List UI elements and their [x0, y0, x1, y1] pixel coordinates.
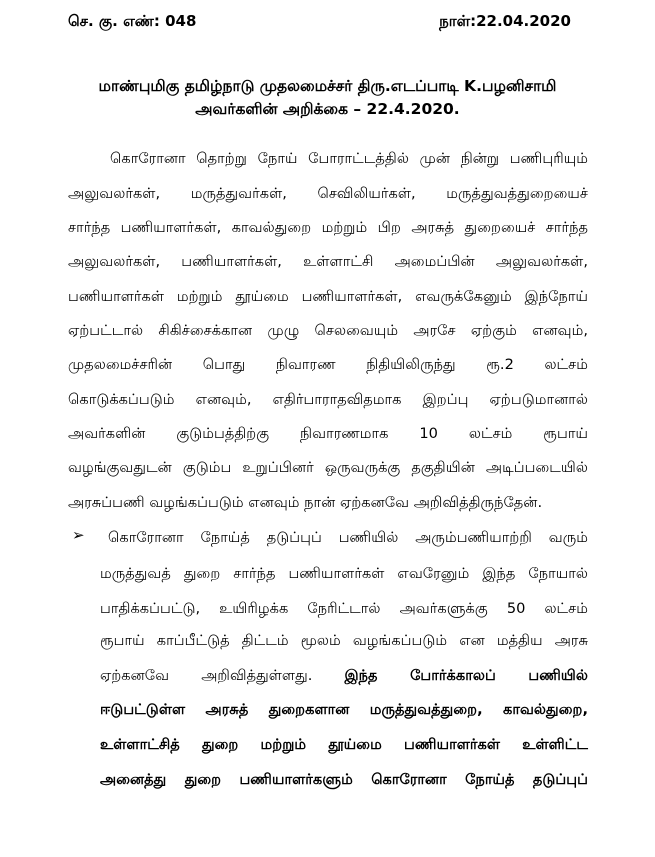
- paragraph-line: அலுவலர்கள், மருத்துவர்கள், செவிலியர்கள், மருத்துவத்துறையைச்: [68, 185, 588, 202]
- bullet-line-bold: இந்த போர்க்காலப் பணியில்: [344, 667, 588, 684]
- document-header: [68, 12, 571, 34]
- document-title: [60, 75, 595, 121]
- paragraph-line: அவர்களின் குடும்பத்திற்கு நிவாரணமாக 10 லட்சம் ரூபாய்: [68, 425, 588, 442]
- bullet-line: பாதிக்கப்பட்டு, உயிரிழக்க நேரிட்டால் அவர்களுக்கு 50 லட்சம்: [100, 600, 588, 617]
- paragraph-line: வழங்குவதுடன் குடும்ப உறுப்பினர் ஒருவருக்கு தகுதியின் அடிப்படையில்: [68, 459, 588, 476]
- bullet-bold-line: ஈடுபட்டுள்ள அரசுத் துறைகளான மருத்துவத்துறை, காவல்துறை,: [100, 701, 588, 718]
- bullet-bold-line: உள்ளாட்சித் துறை மற்றும் தூய்மை பணியாளர்கள் உள்ளிட்ட: [100, 736, 588, 753]
- document-date: நாள்:22.04.2020: [439, 12, 571, 30]
- paragraph-line: பணியாளர்கள் மற்றும் தூய்மை பணியாளர்கள், எவருக்கேனும் இந்நோய்: [68, 288, 588, 305]
- paragraph-line: கொடுக்கப்படும் எனவும், எதிர்பாராதவிதமாக இறப்பு ஏற்படுமானால்: [68, 391, 588, 408]
- reference-number: செ. கு. எண்: 048: [68, 12, 197, 30]
- paragraph-line: கொரோனா தொற்று நோய் போராட்டத்தில் முன் நின்று பணிபுரியும்: [110, 150, 588, 167]
- paragraph-line: ஏற்பட்டால் சிகிச்சைக்கான முழு செலவையும் அரசே ஏற்கும் எனவும்,: [68, 322, 588, 339]
- title-line-2: அவர்களின் அறிக்கை – 22.4.2020.: [195, 100, 460, 118]
- paragraph-line: முதலமைச்சரின் பொது நிவாரண நிதியிலிருந்து ரூ.2 லட்சம்: [68, 356, 588, 373]
- bullet-line-normal: ஏற்கனவே அறிவித்துள்ளது.: [100, 667, 313, 684]
- bullet-arrow-icon: ➢: [72, 526, 85, 544]
- paragraph-line: அலுவலர்கள், பணியாளர்கள், உள்ளாட்சி அமைப்பின் அலுவலர்கள்,: [68, 253, 588, 270]
- bullet-line: மருத்துவத் துறை சார்ந்த பணியாளர்கள் எவரேனும் இந்த நோயால்: [100, 565, 588, 582]
- bullet-bold-line: அனைத்து துறை பணியாளர்களும் கொரோனா நோய்த் தடுப்புப்: [100, 771, 588, 788]
- bullet-line: கொரோனா நோய்த் தடுப்புப் பணியில் அரும்பணியாற்றி வரும்: [108, 529, 588, 546]
- paragraph-line: சார்ந்த பணியாளர்கள், காவல்துறை மற்றும் பிற அரசுத் துறையைச் சார்ந்த: [68, 219, 588, 236]
- bullet-line-mixed: [100, 667, 588, 686]
- title-line-1: மாண்புமிகு தமிழ்நாடு முதலமைச்சர் திரு.எடப்பாடி K.பழனிசாமி: [98, 77, 557, 95]
- paragraph-line: அரசுப்பணி வழங்கப்படும் எனவும் நான் ஏற்கனவே அறிவித்திருந்தேன்.: [68, 494, 543, 511]
- bullet-line: ரூபாய் காப்பீட்டுத் திட்டம் மூலம் வழங்கப்படும் என மத்திய அரசு: [100, 632, 588, 649]
